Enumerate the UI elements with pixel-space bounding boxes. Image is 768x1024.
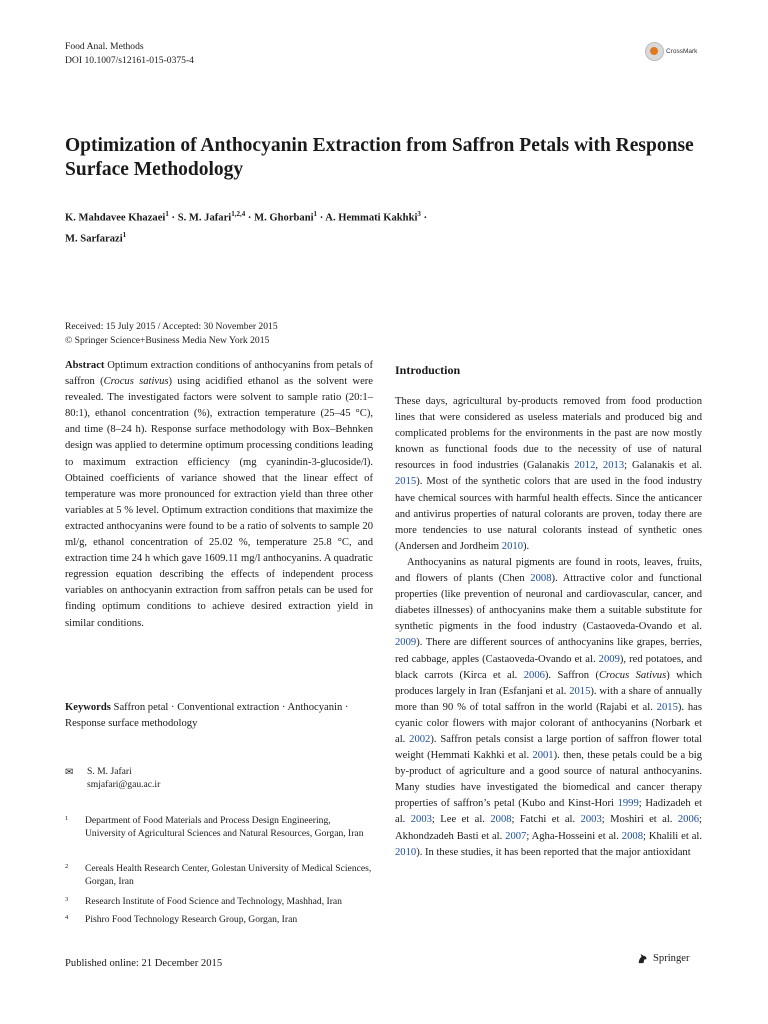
text-run: ). Saffron ( [544,669,599,681]
affiliation [65,895,373,908]
author-affiliation-marker: 1 [165,210,169,218]
citation-link[interactable]: 2015 [656,701,678,713]
crossmark-icon [645,42,664,61]
author-list [65,206,705,247]
keywords-label: Keywords [65,702,111,713]
citation-link[interactable]: 2009 [598,653,620,665]
citation-link[interactable]: 2013 [602,460,625,472]
author-affiliation-marker: 1 [313,210,318,218]
affiliation-text: Research Institute of Food Science and Technology, Mashhad, Iran [85,896,342,907]
author-name[interactable]: M. Ghorbani [254,212,314,224]
citation-link[interactable]: 2002 [409,733,431,745]
author-affiliation-marker: 1 [122,230,127,239]
publisher-logo [636,952,689,965]
author-separator: · [245,212,255,224]
section-heading-introduction: Introduction [395,363,461,377]
affiliation-number: 2 [65,863,69,870]
crossmark-badge[interactable] [645,42,697,61]
abstract-text-2: ) using acidified ethanol as the solvent were revealed. The investigated factors were solvent to sample ratio (20:1–80:1), ethanol concentration (%), extraction temperature (25–45 °C), and time (8–24 h). Response surface methodology with Box–Behnken design was applied to determine optimum processing conditions leading to maximum extraction efficiency (mg cyanindin-3-glucoside/l). Obtained coefficients of variance showed that the linear effect of temperature was more pronounced for extraction yield than three other variables at 5 % level. Optimum extraction conditions that maximize the extracted anthocyanins were found to be a ratio of solvents to sample 20 ml/g, ethanol concentration of 25.02 %, temperature 25.8 °C, and extraction time 24 h which gave 1609.11 mg/l anthocyanins. A quadratic regression equation describing the effects of independent process variables on anthocyanin extraction from saffron petals can be used for finding optimum conditions to achieve desired extraction yield in similar conditions. [65,376,373,629]
contact-name: S. M. Jafari [87,766,132,777]
affiliation-number: 1 [65,815,69,822]
author-affiliation-marker: 3 [417,210,421,218]
contact-email[interactable]: smjafari@gau.ac.ir [87,779,161,790]
affiliation-number: 4 [65,914,69,921]
introduction-body [395,394,702,861]
affiliation-number: 3 [65,896,69,903]
corresponding-author [65,765,373,791]
text-run: ; Galanakis et al. [624,460,703,472]
text-run: ). Attractive color and functional properties (like prevention of neuronal and cardiovascular, cancer, and diabetes illnesses) of anthocyanins make them a suitable substitute for synthetic pigments in the food industry (Castaoveda-Ovando et al. [395,573,703,633]
text-run: ) which produces largely in Iran (Esfanjani et al. [395,669,703,697]
abstract [65,358,373,632]
citation-link[interactable]: 2015 [395,476,417,488]
text-run: ; Fatchi et al. [511,814,581,826]
citation-link[interactable]: 2003 [410,814,432,826]
author-affiliation-marker: 1,2,4 [231,210,246,218]
text-run: ; Agha-Hosseini et al. [526,830,622,842]
text-run: ). Saffron petals consist a large portion of saffron flower total weight (Hemmati Kakhki et al. [395,733,702,762]
text-run: ; Moshiri et al. [601,814,678,826]
text-run: , [595,460,603,472]
citation-link[interactable]: 2008 [621,830,643,842]
paper-title: Optimization of Anthocyanin Extraction from Saffron Petals with Response Surface Methodology [65,135,694,180]
citation-link[interactable]: 2010 [395,846,417,858]
author-name[interactable]: M. Sarfarazi [65,233,123,245]
citation-link[interactable]: 2003 [580,814,602,826]
abstract-text-1: Optimum extraction conditions of anthocyanins from petals of saffron ( [65,360,373,388]
citation-link[interactable]: 2006 [677,814,700,826]
received-accepted: Received: 15 July 2015 / Accepted: 30 November 2015 [65,321,278,332]
citation-link[interactable]: 2009 [395,637,417,649]
affiliation-text: Pishro Food Technology Research Group, Gorgan, Iran [85,914,298,925]
text-run: ). has cyanic color flowers with major colorant of anthocyanins (Norbark et al. [395,701,702,745]
intro-paragraph-2 [395,555,702,861]
text-run: Crocus Sativus [598,669,667,681]
text-run: ), red potatoes, and black carrots (Kirca et al. [395,653,702,681]
abstract-species: Crocus sativus [103,376,169,388]
keywords [65,700,373,732]
citation-link[interactable]: 2012 [574,460,596,472]
citation-link[interactable]: 1999 [617,798,639,810]
citation-link[interactable]: 2007 [505,830,527,842]
publisher-name: Springer [653,953,690,964]
author-name[interactable]: A. Hemmati Kakhki [325,212,418,224]
affiliation [65,862,373,888]
text-run: ). [522,540,530,552]
affiliation-text: Department of Food Materials and Process Design Engineering, University of Agricultural Sciences and Natural Resources, Gorgan, Iran [85,815,364,839]
text-run: ; Khalili et al. [642,830,702,842]
author-name[interactable]: S. M. Jafari [177,212,232,224]
text-run: ). then, these petals could be a big by-product of agriculture and a good source of natural anthocyanins. Many studies have investigated the biomedical and cancer therapy properties of saffron’s petal (Kubo and Kinst-Hori [395,750,702,810]
crossmark-label: CrossMark [666,48,698,55]
doi[interactable]: DOI 10.1007/s12161-015-0375-4 [65,55,194,66]
text-run: ; Hadizadeh et al. [395,798,702,826]
keywords-text: Saffron petal · Conventional extraction · Anthocyanin · Response surface methodology [65,702,349,730]
author-name[interactable]: K. Mahdavee Khazaei [65,212,166,224]
citation-link[interactable]: 2001 [532,750,554,762]
citation-link[interactable]: 2008 [530,573,552,585]
published-date: Published online: 21 December 2015 [65,958,223,969]
intro-paragraph-1 [395,394,702,555]
author-separator: · [168,212,178,224]
text-run: ). Most of the synthetic colors that are used in the food industry have chemical sources with harmful health effects. Since the anticancer and antivirus properties of natural colorants are proven, today there are more tendencies to use natural colorants instead of synthetic ones (Andersen and Jordheim [395,476,702,552]
journal-name: Food Anal. Methods [65,41,144,52]
citation-link[interactable]: 2006 [523,669,545,681]
affiliation-text: Cereals Health Research Center, Golestan University of Medical Sciences, Gorgan, Iran [85,863,372,887]
citation-link[interactable]: 2008 [490,814,512,826]
journal-header [65,40,194,68]
text-run: ; Akhondzadeh Basti et al. [395,814,702,842]
affiliation [65,814,373,840]
text-run: ). In these studies, it has been reported that the major antioxidant [416,846,691,858]
dates-block [65,320,278,348]
author-separator: · [317,212,326,224]
copyright: © Springer Science+Business Media New York 2015 [65,335,270,346]
text-run: ; Lee et al. [431,814,491,826]
text-run: ). with a share of annually more than 90 % of total saffron in the world (Rajabi et al. [395,685,702,713]
citation-link[interactable]: 2010 [501,540,523,552]
affiliation [65,913,373,926]
abstract-label: Abstract [65,360,105,371]
envelope-icon: ✉ [65,767,74,778]
citation-link[interactable]: 2015 [569,685,591,697]
text-run: These days, agricultural by-products removed from food production lines that were considered as useless materials and produced big and complicated problems for the environments in the past are now mostly known as functional foods due to the necessity of use of natural resources in food industries (Galanakis [395,396,702,472]
springer-horse-icon [636,952,649,965]
text-run: ). There are different sources of anthocyanins like grapes, berries, red cabbage, apples (Castaoveda-Ovando et al. [395,637,702,665]
text-run: Anthocyanins as natural pigments are found in roots, leaves, fruits, and flowers of plants (Chen [395,556,702,585]
author-separator: · [420,212,428,224]
